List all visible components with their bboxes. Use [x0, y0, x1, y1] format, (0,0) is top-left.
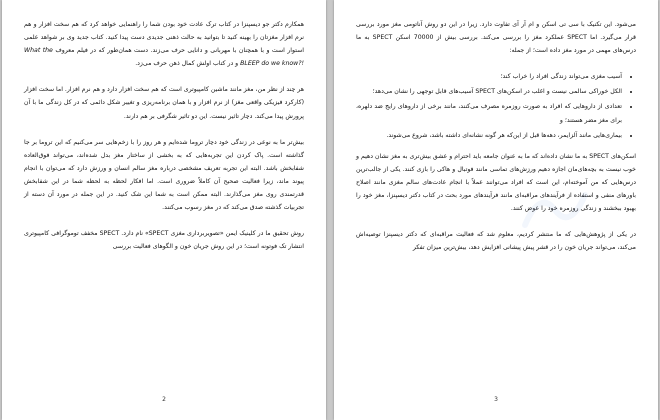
list-item: • تعدادی از داروهایی که افراد به صورت روزمره مصرف می‌کنند، مانند برخی از داروهای رایج ضد دلهره، برای مغز مضر هستند؛ و — [356, 100, 622, 126]
film-title: What the BLEEP do we know?! — [24, 47, 304, 68]
list-item: • الکل خوراکی سالمی نیست و اغلب در اسکن‌های SPECT آسیب‌های قابل توجهی را نشان می‌دهد؛ — [356, 85, 622, 98]
page-right — [334, 0, 658, 420]
page-number-right: 3 — [494, 395, 498, 403]
list-item: • آسیب مغزی می‌تواند زندگی افراد را خراب کند؛ — [356, 70, 622, 83]
right-paragraph-1: اسکن‌های SPECT به ما نشان داده‌اند که ما به عنوان جامعه باید احترام و عشق بیش‌تری به مغز نشان دهیم و خوب نیست به بچه‌های‌مان اجازه دهیم ورزش‌های تماسی مانند فوتبال و هاکی را بازی کنند. یکی از جالب‌ترین درس‌هایی که من آموخته‌ام، این است که افراد می‌توانند عملاً با انجام عادت‌های سالم مغزی مانند اصلاح باورهای منفی و استفاده از فرآیندهای مراقبه‌ای مانند فرآیندهای مورد بحث در کتاب دکتر دیسپنزا، مغز خود را بهبود ببخشند و زندگی روزمره خود را عوض کنند. — [356, 152, 636, 213]
left-paragraph-1: همکارم دکتر جو دیسپنزا در کتاب ترک عادت خود بودن شما را راهنمایی خواهد کرد که هم سخت افزار و هم نرم افزار مغزتان را بهینه کنید تا بتوانید به حالت ذهنی جدیدی دست پیدا کنید. کتاب جدید وی بر شواهد علمی استوار است و با همچنان با مهربانی و دانایی حرف می‌زند. دست همان‌طور که در فیلم معروف What the BLEEP do we know?! و در کتاب اولش کمال ذهن حرف می‌زد. — [24, 21, 304, 68]
watermark-logo-icon — [520, 185, 590, 235]
page-left — [2, 0, 326, 420]
findings-list — [356, 70, 636, 141]
right-paragraph-2: در یکی از پژوهش‌هایی که ما منتشر کردیم، معلوم شد که فعالیت مراقبه‌ای که دکتر دیسپنزا توصیه‌اش می‌کند، می‌تواند جریان خون را در قشر پیش پیشانی افزایش دهد، بیش‌ترین میزان تفکر — [356, 231, 636, 252]
left-paragraph-2: هر چند از نظر من، مغز مانند ماشین کامپیوتری است که هم سخت افزار دارد و هم نرم افزار. اما سخت افزار (کارکرد فیزیکی واقعی مغز) از نرم افزار و با همان برنامه‌ریزی و تغییر شکل دائمی که در کل زندگی ما با آن پرورش پیدا می‌کند. دچار تاثیر نیست. این دو تاثیر شگرفی بر هم دارند. — [24, 86, 304, 120]
right-intro: می‌شود. این تکنیک با سی تی اسکن و ام آر آی تفاوت دارد. زیرا در این دو روش آناتومی مغز مورد بررسی قرار می‌گیرد. اما SPECT عملکرد مغز را بررسی می‌کند. بررسی بیش از 70000 اسکن SPECT به ما درس‌های مهمی در مورد مغز داده است؛ از جمله: — [356, 21, 636, 55]
page-number-left: 2 — [162, 395, 166, 403]
left-paragraph-3: بیش‌تر ما به نوعی در زندگی خود دچار تروما شده‌ایم و هر روز را با زخم‌هایی سر می‌کنیم که این تروما بر جا گذاشته است. پاک کردن این تجربه‌هایی که به بخشی از ساختار مغز بدل شده‌اند، می‌تواند فوق‌العاده شفابخش باشد. البته این تجربه تعریف مشخصی درباره مغز سالم انسان و ورزش دارد که می‌توان با انجام پیوند ماند، زیرا فعالیت صحیح آن کاملاً ضروری است. اما افکار لحظه به لحظه شما در این شفابخش قدرتمندی روی مغز می‌گذارند. البته ممکن است به شما این شک کنید. در این جمله در مورد آن دسته از تجربیات گذشته صدق می‌کند که در مغز رسوب می‌کنند. — [24, 138, 304, 212]
left-paragraph-4: روش تحقیق ما در کلینیک ایمن «تصویربرداری مغزی SPECT» نام دارد. SPECT مخفف توموگرافی کامپیوتری انتشار تک فوتونه است؛ در این روش جریان خون و الگوهای فعالیت بررسی — [24, 230, 304, 251]
list-item: • بیماری‌هایی مانند آلزایمر، دهه‌ها قبل از این‌که هر گونه نشانه‌ای داشته باشد، شروع می‌شوند. — [356, 129, 622, 142]
